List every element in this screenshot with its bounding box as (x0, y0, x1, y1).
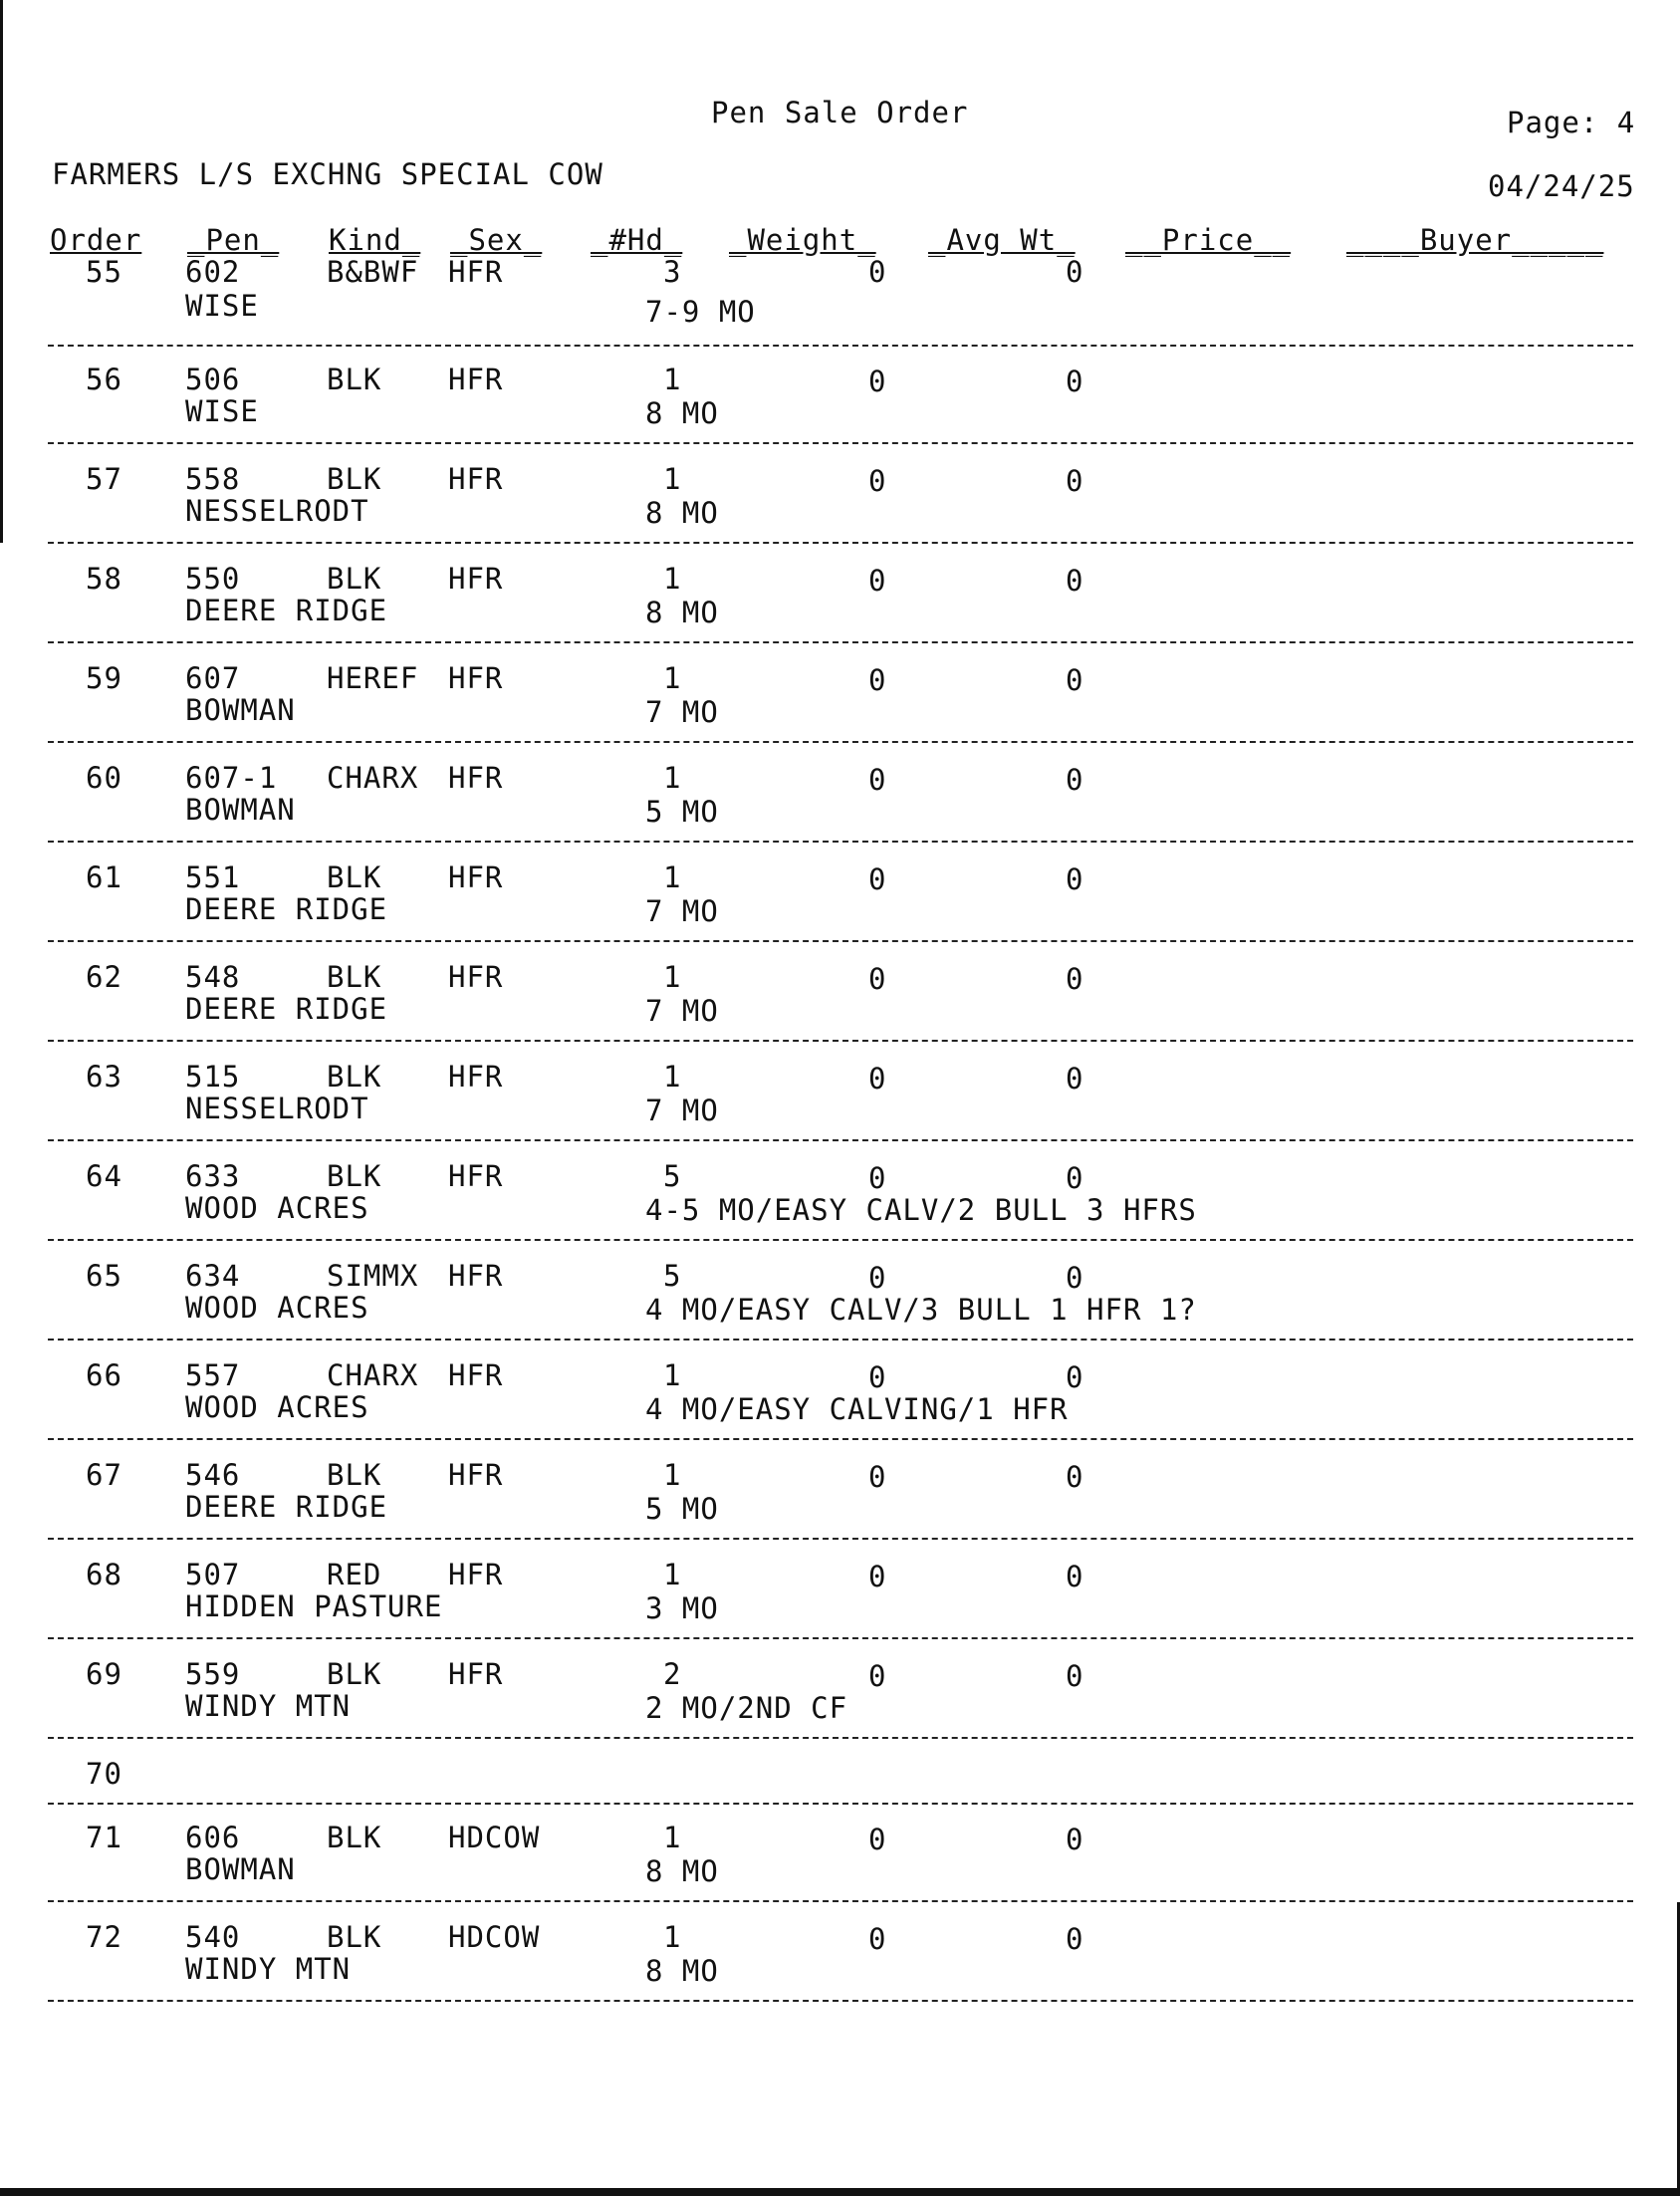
row-order: 68 (86, 1558, 122, 1591)
row-head-count: 1 (663, 1060, 682, 1094)
row-consignor: DEERE RIDGE (185, 594, 388, 627)
row-weight: 0 (868, 1823, 887, 1856)
row-kind: BLK (327, 1458, 382, 1492)
row-sex: HFR (448, 1259, 504, 1293)
row-divider (48, 442, 1633, 444)
table-row (0, 944, 1680, 1042)
table-row (0, 745, 1680, 843)
row-description: 8 MO (645, 596, 719, 629)
row-divider (48, 940, 1633, 942)
row-order: 70 (86, 1757, 122, 1791)
row-weight: 0 (868, 1261, 887, 1295)
row-description: 4 MO/EASY CALVING/1 HFR (645, 1392, 1069, 1426)
row-description: 8 MO (645, 396, 719, 430)
row-description: 3 MO (645, 1591, 719, 1625)
table-row (0, 1342, 1680, 1440)
row-kind: BLK (327, 1920, 382, 1954)
row-divider (48, 2000, 1633, 2002)
row-pen: 550 (185, 562, 241, 596)
table-row (0, 1243, 1680, 1341)
row-consignor: DEERE RIDGE (185, 992, 388, 1026)
row-kind: BLK (327, 1821, 382, 1854)
row-head-count: 1 (663, 860, 682, 894)
row-pen: 634 (185, 1259, 241, 1293)
table-row (0, 1143, 1680, 1241)
row-avg-weight: 0 (1066, 1560, 1084, 1593)
row-divider (48, 841, 1633, 843)
row-kind: BLK (327, 960, 382, 994)
row-consignor: WISE (185, 394, 259, 428)
row-consignor: NESSELRODT (185, 494, 369, 528)
row-pen: 602 (185, 255, 241, 289)
row-order: 71 (86, 1821, 122, 1854)
row-consignor: BOWMAN (185, 1852, 296, 1886)
row-divider (48, 1239, 1633, 1241)
row-divider (48, 542, 1633, 544)
page-number: Page: 4 (1507, 106, 1636, 139)
row-kind: BLK (327, 363, 382, 396)
row-consignor: WISE (185, 289, 259, 323)
row-avg-weight: 0 (1066, 464, 1084, 498)
row-avg-weight: 0 (1066, 862, 1084, 896)
row-sex: HFR (448, 1657, 504, 1691)
row-description: 5 MO (645, 795, 719, 829)
row-sex: HFR (448, 860, 504, 894)
row-order: 62 (86, 960, 122, 994)
row-consignor: HIDDEN PASTURE (185, 1589, 443, 1623)
row-description: 2 MO/2ND CF (645, 1691, 848, 1725)
row-description: 5 MO (645, 1492, 719, 1526)
row-sex: HFR (448, 1458, 504, 1492)
table-row (0, 1641, 1680, 1739)
column-header-sex: _Sex_ (450, 223, 543, 257)
row-weight: 0 (868, 1922, 887, 1956)
row-pen: 546 (185, 1458, 241, 1492)
row-head-count: 1 (663, 661, 682, 695)
row-kind: RED (327, 1558, 382, 1591)
row-sex: HFR (448, 462, 504, 496)
row-divider (48, 1438, 1633, 1440)
column-header-weight: _Weight_ (729, 223, 876, 257)
row-divider (48, 741, 1633, 743)
row-divider (48, 1339, 1633, 1341)
row-divider (48, 1139, 1633, 1141)
row-avg-weight: 0 (1066, 1922, 1084, 1956)
row-kind: BLK (327, 1657, 382, 1691)
row-pen: 633 (185, 1159, 241, 1193)
row-consignor: WINDY MTN (185, 1952, 352, 1986)
row-weight: 0 (868, 1062, 887, 1096)
row-sex: HFR (448, 562, 504, 596)
row-avg-weight: 0 (1066, 564, 1084, 598)
table-row (0, 546, 1680, 643)
column-header-buyer: ____Buyer_____ (1346, 223, 1604, 257)
row-order: 64 (86, 1159, 122, 1193)
row-avg-weight: 0 (1066, 962, 1084, 996)
row-sex: HFR (448, 1060, 504, 1094)
row-pen: 607 (185, 661, 241, 695)
row-head-count: 3 (663, 255, 682, 289)
row-sex: HFR (448, 960, 504, 994)
row-description: 4-5 MO/EASY CALV/2 BULL 3 HFRS (645, 1193, 1197, 1227)
row-consignor: BOWMAN (185, 693, 296, 727)
row-avg-weight: 0 (1066, 1062, 1084, 1096)
row-pen: 551 (185, 860, 241, 894)
table-row (0, 347, 1680, 444)
table-row (0, 645, 1680, 743)
row-consignor: WINDY MTN (185, 1689, 352, 1723)
row-kind: CHARX (327, 761, 419, 795)
row-consignor: NESSELRODT (185, 1092, 369, 1125)
row-sex: HDCOW (448, 1920, 541, 1954)
row-sex: HDCOW (448, 1821, 541, 1854)
row-order: 72 (86, 1920, 122, 1954)
row-kind: BLK (327, 1060, 382, 1094)
row-order: 63 (86, 1060, 122, 1094)
table-row (0, 446, 1680, 544)
row-description: 8 MO (645, 1854, 719, 1888)
row-head-count: 1 (663, 562, 682, 596)
table-row (0, 1044, 1680, 1141)
row-head-count: 1 (663, 1458, 682, 1492)
row-head-count: 1 (663, 462, 682, 496)
row-divider (48, 1040, 1633, 1042)
row-head-count: 2 (663, 1657, 682, 1691)
row-avg-weight: 0 (1066, 1261, 1084, 1295)
scan-edge-bottom (0, 2188, 1680, 2196)
row-weight: 0 (868, 564, 887, 598)
row-weight: 0 (868, 862, 887, 896)
row-description: 7 MO (645, 695, 719, 729)
row-order: 61 (86, 860, 122, 894)
sale-name: FARMERS L/S EXCHNG SPECIAL COW (52, 157, 603, 191)
row-avg-weight: 0 (1066, 1360, 1084, 1394)
table-row (0, 1805, 1680, 1902)
row-description: 8 MO (645, 496, 719, 530)
row-kind: BLK (327, 462, 382, 496)
row-description: 7 MO (645, 894, 719, 928)
row-kind: BLK (327, 562, 382, 596)
table-row (0, 243, 1680, 347)
row-divider (48, 1900, 1633, 1902)
row-order: 66 (86, 1358, 122, 1392)
row-description: 7-9 MO (645, 295, 756, 329)
row-pen: 506 (185, 363, 241, 396)
row-order: 58 (86, 562, 122, 596)
row-head-count: 5 (663, 1259, 682, 1293)
row-avg-weight: 0 (1066, 763, 1084, 797)
row-order: 60 (86, 761, 122, 795)
row-pen: 607-1 (185, 761, 278, 795)
row-pen: 548 (185, 960, 241, 994)
row-avg-weight: 0 (1066, 365, 1084, 398)
row-sex: HFR (448, 761, 504, 795)
row-consignor: WOOD ACRES (185, 1291, 369, 1325)
column-header-price: __Price__ (1125, 223, 1292, 257)
row-order: 59 (86, 661, 122, 695)
row-divider (48, 1737, 1633, 1739)
row-head-count: 1 (663, 761, 682, 795)
row-pen: 515 (185, 1060, 241, 1094)
row-order: 55 (86, 255, 122, 289)
row-divider (48, 1538, 1633, 1540)
row-sex: HFR (448, 255, 504, 289)
row-kind: HEREF (327, 661, 419, 695)
row-pen: 558 (185, 462, 241, 496)
row-order: 67 (86, 1458, 122, 1492)
row-kind: CHARX (327, 1358, 419, 1392)
row-consignor: DEERE RIDGE (185, 1490, 388, 1524)
row-consignor: WOOD ACRES (185, 1191, 369, 1225)
row-divider (48, 641, 1633, 643)
row-order: 69 (86, 1657, 122, 1691)
row-head-count: 1 (663, 1358, 682, 1392)
row-kind: BLK (327, 1159, 382, 1193)
row-order: 56 (86, 363, 122, 396)
column-header-pen: _Pen_ (187, 223, 280, 257)
row-sex: HFR (448, 1159, 504, 1193)
table-row (0, 1741, 1680, 1805)
row-kind: BLK (327, 860, 382, 894)
row-head-count: 1 (663, 363, 682, 396)
row-description: 7 MO (645, 994, 719, 1028)
row-sex: HFR (448, 661, 504, 695)
row-pen: 507 (185, 1558, 241, 1591)
column-header-avg-weight: _Avg Wt_ (928, 223, 1076, 257)
report-title: Pen Sale Order (711, 96, 969, 129)
row-avg-weight: 0 (1066, 663, 1084, 697)
row-sex: HFR (448, 1558, 504, 1591)
row-weight: 0 (868, 962, 887, 996)
row-avg-weight: 0 (1066, 1460, 1084, 1494)
column-header-kind: Kind_ (329, 223, 421, 257)
row-kind: SIMMX (327, 1259, 419, 1293)
row-kind: B&BWF (327, 255, 419, 289)
row-avg-weight: 0 (1066, 1823, 1084, 1856)
row-head-count: 1 (663, 1821, 682, 1854)
row-head-count: 1 (663, 960, 682, 994)
row-consignor: BOWMAN (185, 793, 296, 827)
row-head-count: 1 (663, 1558, 682, 1591)
row-description: 7 MO (645, 1094, 719, 1127)
row-weight: 0 (868, 1659, 887, 1693)
row-avg-weight: 0 (1066, 255, 1084, 289)
row-head-count: 1 (663, 1920, 682, 1954)
row-order: 65 (86, 1259, 122, 1293)
row-weight: 0 (868, 1161, 887, 1195)
row-sex: HFR (448, 363, 504, 396)
row-weight: 0 (868, 1460, 887, 1494)
row-divider (48, 1637, 1633, 1639)
row-weight: 0 (868, 1360, 887, 1394)
column-header-order: Order (50, 223, 142, 257)
column-header-head-count: _#Hd_ (591, 223, 683, 257)
row-description: 8 MO (645, 1954, 719, 1988)
row-weight: 0 (868, 464, 887, 498)
table-row (0, 1442, 1680, 1540)
row-weight: 0 (868, 255, 887, 289)
row-order: 57 (86, 462, 122, 496)
report-date: 04/24/25 (1488, 169, 1635, 203)
table-row (0, 1542, 1680, 1639)
table-row (0, 845, 1680, 942)
table-row (0, 1904, 1680, 2002)
row-pen: 540 (185, 1920, 241, 1954)
row-pen: 559 (185, 1657, 241, 1691)
row-weight: 0 (868, 365, 887, 398)
row-weight: 0 (868, 663, 887, 697)
row-pen: 557 (185, 1358, 241, 1392)
row-avg-weight: 0 (1066, 1161, 1084, 1195)
row-weight: 0 (868, 1560, 887, 1593)
row-description: 4 MO/EASY CALV/3 BULL 1 HFR 1? (645, 1293, 1197, 1327)
row-pen: 606 (185, 1821, 241, 1854)
row-weight: 0 (868, 763, 887, 797)
row-consignor: DEERE RIDGE (185, 892, 388, 926)
row-head-count: 5 (663, 1159, 682, 1193)
row-sex: HFR (448, 1358, 504, 1392)
row-consignor: WOOD ACRES (185, 1390, 369, 1424)
row-avg-weight: 0 (1066, 1659, 1084, 1693)
